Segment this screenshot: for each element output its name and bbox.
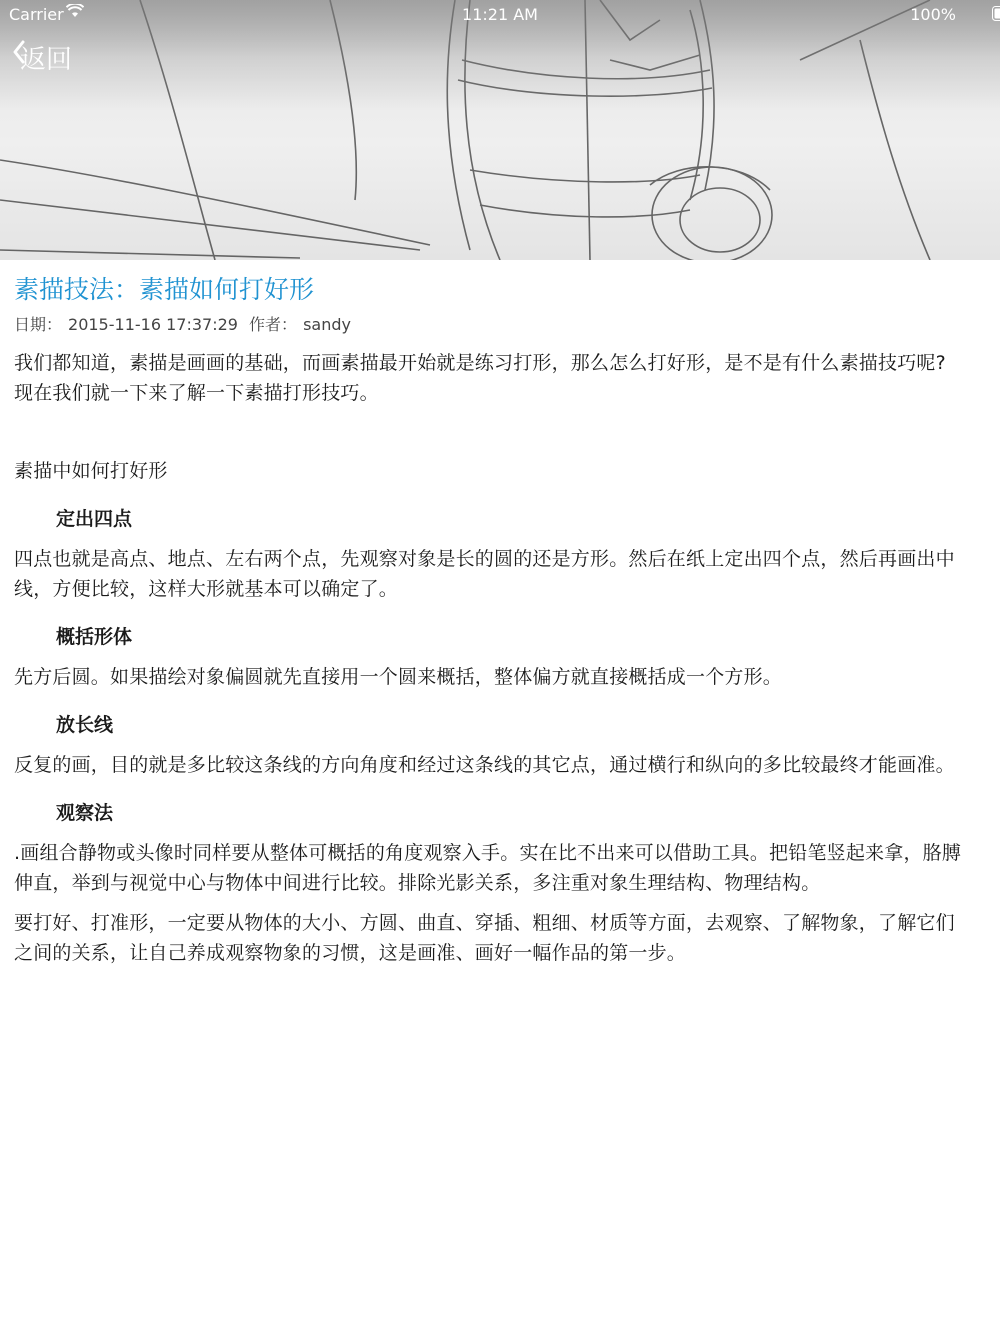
sketch-illustration (0, 0, 1000, 260)
section-heading: 放长线 (56, 714, 114, 736)
author-label: 作者： (249, 315, 298, 334)
header-image (0, 0, 1000, 260)
date-label: 日期： (14, 315, 63, 334)
section-paragraph: 四点也就是高点、地点、左右两个点，先观察对象是长的圆的还是方形。然后在纸上定出四个点，然后再画出中线，方便比较，这样大形就基本可以确定了。 (14, 548, 955, 600)
section-heading: 概括形体 (56, 626, 133, 648)
conclusion-paragraph: 要打好、打准形，一定要从物体的大小、方圆、曲直、穿插、粗细、材质等方面，去观察、了解物象，了解它们之间的关系，让自己养成观察物象的习惯，这是画准、画好一幅作品的第一步。 (14, 912, 955, 964)
status-time: 11:21 AM (462, 5, 538, 24)
section-paragraph: 反复的画，目的就是多比较这条线的方向角度和经过这条线的其它点，通过横行和纵向的多比较最终才能画准。 (14, 754, 955, 776)
article-date: 2015-11-16 17:37:29 (68, 315, 238, 334)
article-author: sandy (303, 315, 351, 334)
article-meta (14, 312, 964, 338)
carrier-label: Carrier (9, 5, 64, 24)
article-content (14, 270, 964, 968)
back-label: 返回 (20, 44, 73, 75)
status-bar (0, 0, 1000, 28)
section-heading: 观察法 (56, 802, 114, 824)
section-paragraph: .画组合静物或头像时同样要从整体可概括的角度观察入手。实在比不出来可以借助工具。把铅笔竖起来拿，胳膊伸直，举到与视觉中心与物体中间进行比较。排除光影关系，多注重对象生理结构、物理结构。 (14, 842, 962, 894)
article-title: 素描技法：素描如何打好形 (14, 275, 315, 304)
section-paragraph: 先方后圆。如果描绘对象偏圆就先直接用一个圆来概括，整体偏方就直接概括成一个方形。 (14, 666, 783, 688)
intro-paragraph: 我们都知道，素描是画画的基础，而画素描最开始就是练习打形，那么怎么打好形，是不是有什么素描技巧呢?现在我们就一下来了解一下素描打形技巧。 (14, 352, 946, 404)
section-title: 素描中如何打好形 (14, 460, 168, 482)
back-button[interactable] (12, 40, 72, 74)
battery-percentage: 100% (910, 5, 956, 24)
section-heading: 定出四点 (56, 508, 133, 530)
